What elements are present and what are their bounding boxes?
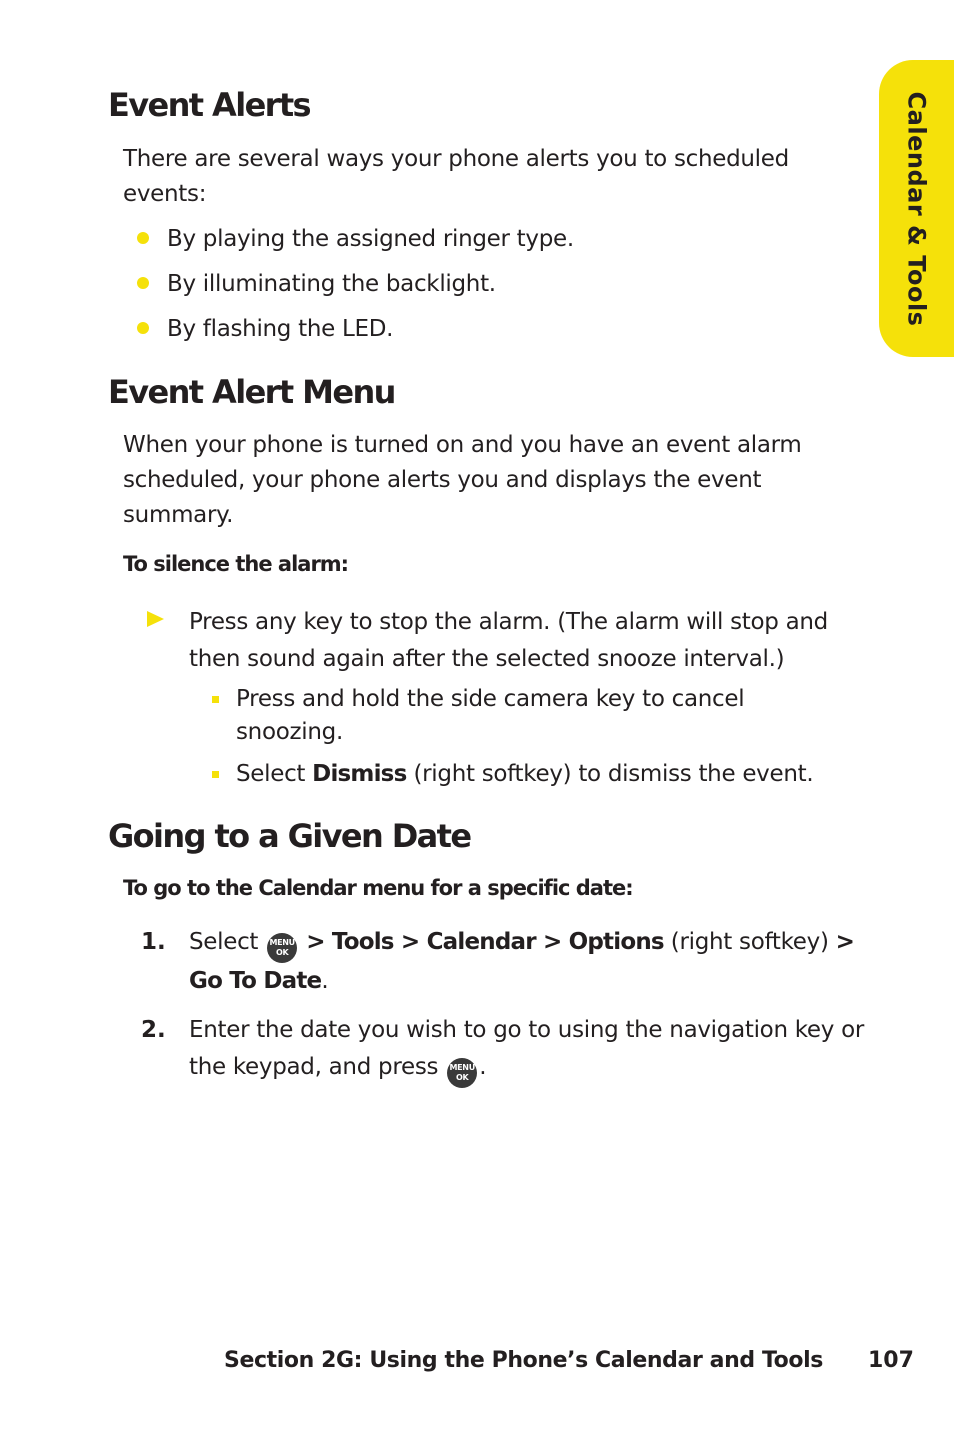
path-arrow: >: [835, 929, 855, 955]
softkey-note: (right softkey): [663, 929, 836, 955]
go-to-date-label: To go to the Calendar menu for a specific date:: [123, 876, 633, 900]
bullet-dot-icon: [137, 232, 149, 244]
square-bullet-icon: [212, 771, 219, 778]
silence-step-text: Press any key to stop the alarm. (The alarm will stop and then sound again after the selected snooze interval.): [189, 609, 828, 672]
step-arrow-icon: [147, 611, 164, 627]
step-period: .: [479, 1054, 487, 1080]
step-text: [189, 924, 869, 1000]
menu-key-top-label: MENU: [449, 1063, 475, 1072]
bullet-dot-icon: [137, 322, 149, 334]
menu-key-top-label: MENU: [269, 938, 295, 947]
step-period: .: [321, 968, 329, 994]
list-item: [134, 267, 854, 302]
list-item: [134, 312, 854, 347]
menu-key-bottom-label: OK: [456, 1073, 469, 1082]
step-2-text: Enter the date you wish to go to using the navigation key or the keypad, and press: [189, 1017, 865, 1080]
event-alerts-intro: There are several ways your phone alerts you to scheduled events:: [123, 146, 789, 207]
menu-path: > Tools > Calendar > Options: [306, 929, 664, 955]
list-item-text: By illuminating the backlight.: [167, 271, 496, 297]
going-to-date-heading: Going to a Given Date: [108, 817, 471, 855]
dismiss-suffix: (right softkey) to dismiss the event.: [406, 761, 814, 787]
go-to-date-option: Go To Date: [189, 968, 322, 994]
step-number: 2.: [141, 1017, 166, 1043]
list-item-text: By flashing the LED.: [167, 316, 394, 342]
list-item-text: Press and hold the side camera key to cancel snoozing.: [236, 686, 745, 745]
dismiss-prefix: Select: [236, 761, 313, 787]
footer-section-title: Section 2G: Using the Phone’s Calendar and Tools: [224, 1348, 823, 1373]
select-word: Select: [189, 929, 266, 955]
bullet-dot-icon: [137, 277, 149, 289]
dismiss-softkey-name: Dismiss: [312, 761, 407, 787]
list-item-text: [236, 758, 846, 791]
section-side-tab: [879, 60, 954, 357]
list-item-text: By playing the assigned ringer type.: [167, 226, 574, 252]
page-number: 107: [868, 1348, 914, 1373]
silence-alarm-label: To silence the alarm:: [123, 552, 349, 576]
list-item: [134, 222, 854, 257]
event-alert-menu-intro: When your phone is turned on and you have an event alarm scheduled, your phone alerts you and displays the event summary.: [123, 432, 802, 528]
event-alert-menu-heading: Event Alert Menu: [108, 373, 395, 411]
square-bullet-icon: [212, 696, 219, 703]
menu-ok-key-icon: [447, 1058, 477, 1088]
step-text: [189, 1012, 869, 1088]
event-alerts-heading: Event Alerts: [108, 86, 311, 124]
menu-key-bottom-label: OK: [275, 948, 289, 957]
menu-ok-key-icon: [267, 933, 297, 963]
side-tab-label: Calendar & Tools: [902, 91, 931, 326]
step-number: 1.: [141, 929, 166, 955]
